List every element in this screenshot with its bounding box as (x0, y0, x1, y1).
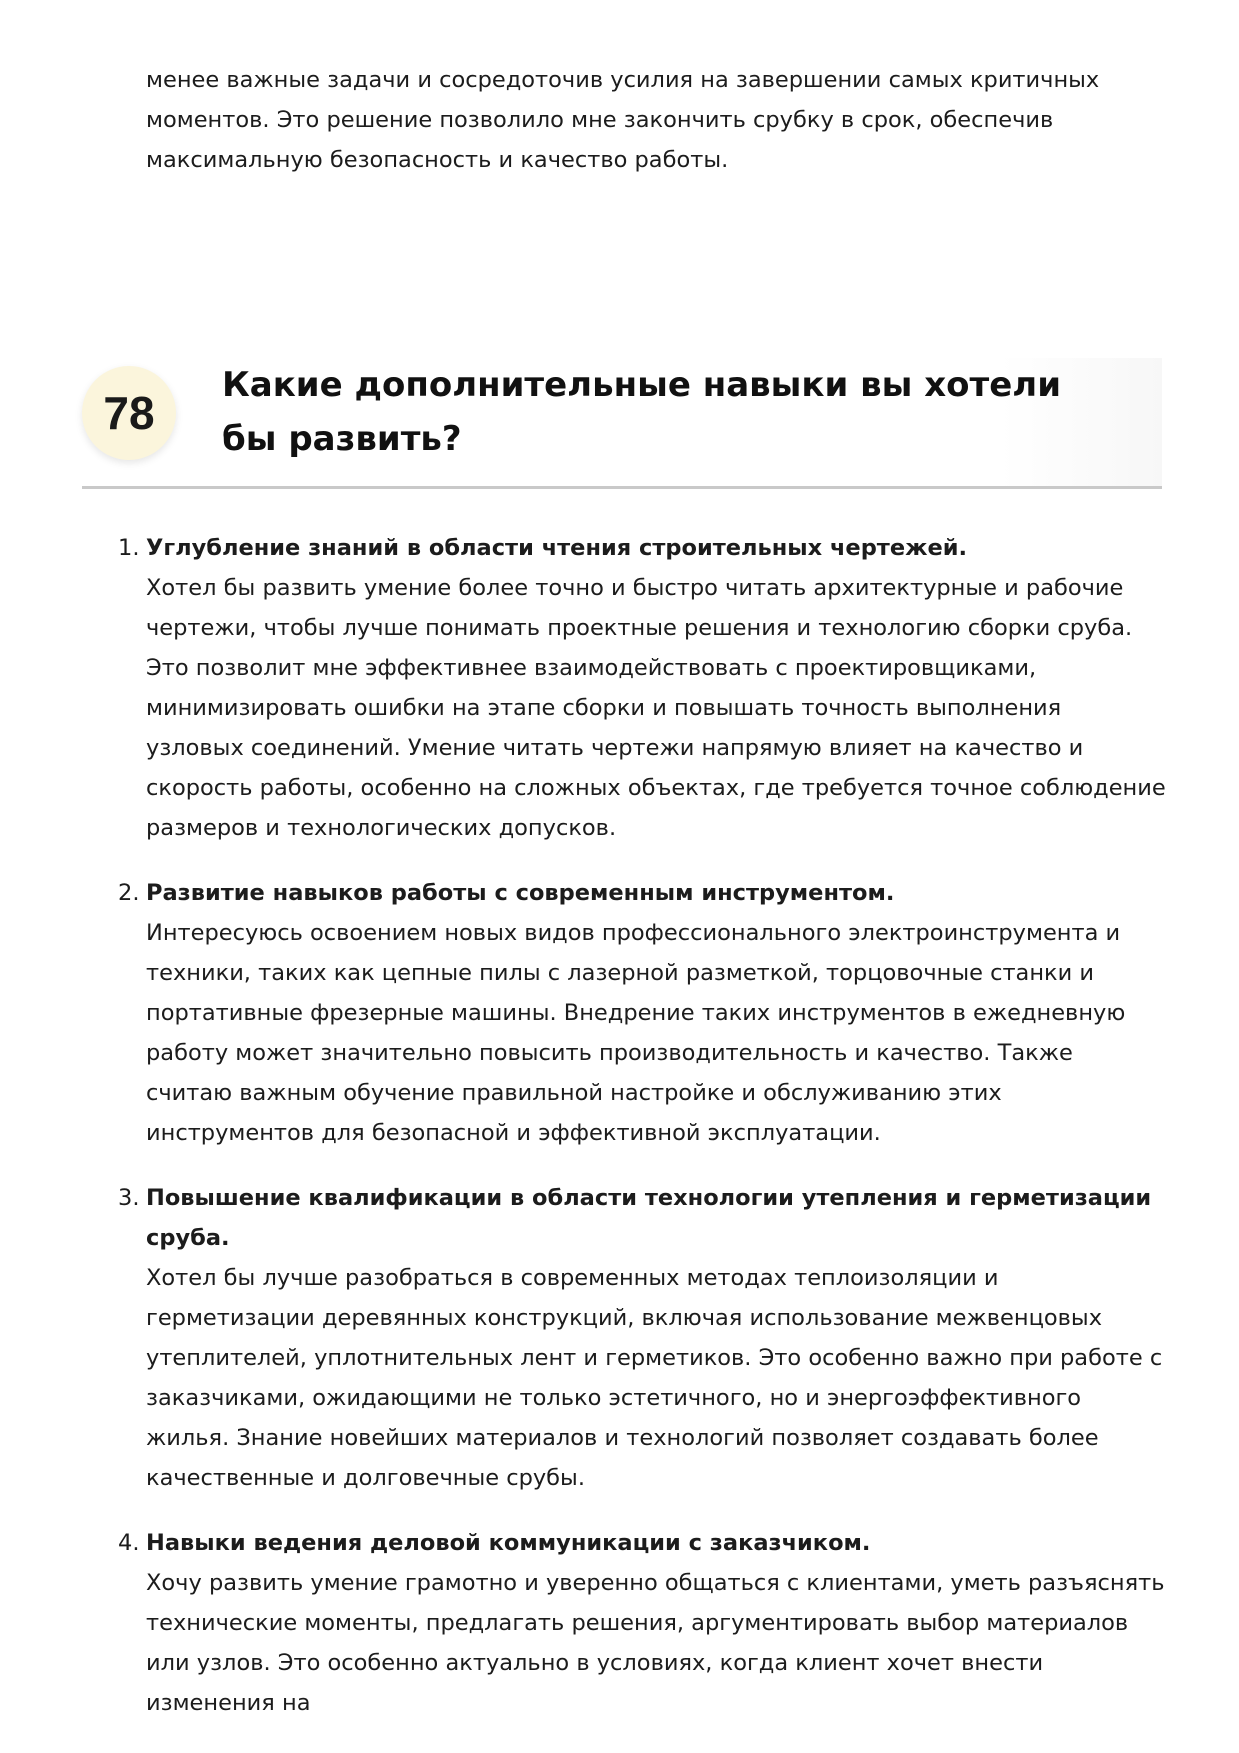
answer-number: 2. (118, 880, 140, 906)
answer-body: Хотел бы лучше разобраться в современных методах теплоизоляции и герметизации деревянных конструкций, включая использование межвенцовых утеплителей, уплотнительных лент и герметиков. Это особенно важно при работе с заказчиками, ожидающими не только эстетичного, но и энергоэффективного жилья. Знание новейших материалов и технологий позволяет создавать более качественные и долговечные срубы. (146, 1265, 1163, 1491)
answer-item (106, 1178, 1166, 1498)
question-header (82, 358, 1162, 489)
answer-heading: Развитие навыков работы с современным инструментом. (146, 880, 895, 906)
question-number-badge: 78 (82, 366, 176, 460)
answer-item (106, 1523, 1166, 1723)
answer-body: Интересуюсь освоением новых видов профессионального электроинструмента и техники, таких как цепные пилы с лазерной разметкой, торцовочные станки и портативные фрезерные машины. Внедрение таких инструментов в ежедневную работу может значительно повысить производительность и качество. Также считаю важным обучение правильной настройке и обслуживанию этих инструментов для безопасной и эффективной эксплуатации. (146, 920, 1126, 1146)
answer-heading: Навыки ведения деловой коммуникации с заказчиком. (146, 1530, 871, 1556)
answer-number: 4. (118, 1530, 140, 1556)
answer-body: Хочу развить умение грамотно и уверенно общаться с клиентами, уметь разъяснять технические моменты, предлагать решения, аргументировать выбор материалов или узлов. Это особенно актуально в условиях, когда клиент хочет внести изменения на (146, 1570, 1165, 1716)
intro-text: менее важные задачи и сосредоточив усилия на завершении самых критичных моментов. Это решение позволило мне закончить срубку в срок, обеспечив максимальную безопасность и качество работы. (146, 67, 1100, 173)
answer-item (106, 873, 1166, 1153)
question-title: Какие дополнительные навыки вы хотели бы развить? (222, 365, 1062, 459)
answer-heading: Повышение квалификации в области технологии утепления и герметизации сруба. (146, 1185, 1152, 1251)
answer-number: 1. (118, 535, 140, 561)
answer-number: 3. (118, 1185, 140, 1211)
answer-body: Хотел бы развить умение более точно и быстро читать архитектурные и рабочие чертежи, чтобы лучше понимать проектные решения и технологию сборки сруба. Это позволит мне эффективнее взаимодействовать с проектировщиками, минимизировать ошибки на этапе сборки и повышать точность выполнения узловых соединений. Умение читать чертежи напрямую влияет на качество и скорость работы, особенно на сложных объектах, где требуется точное соблюдение размеров и технологических допусков. (146, 575, 1166, 841)
intro-paragraph (146, 60, 1146, 180)
answer-item (106, 528, 1166, 848)
answer-heading: Углубление знаний в области чтения строительных чертежей. (146, 535, 968, 561)
answer-list (106, 528, 1166, 1748)
